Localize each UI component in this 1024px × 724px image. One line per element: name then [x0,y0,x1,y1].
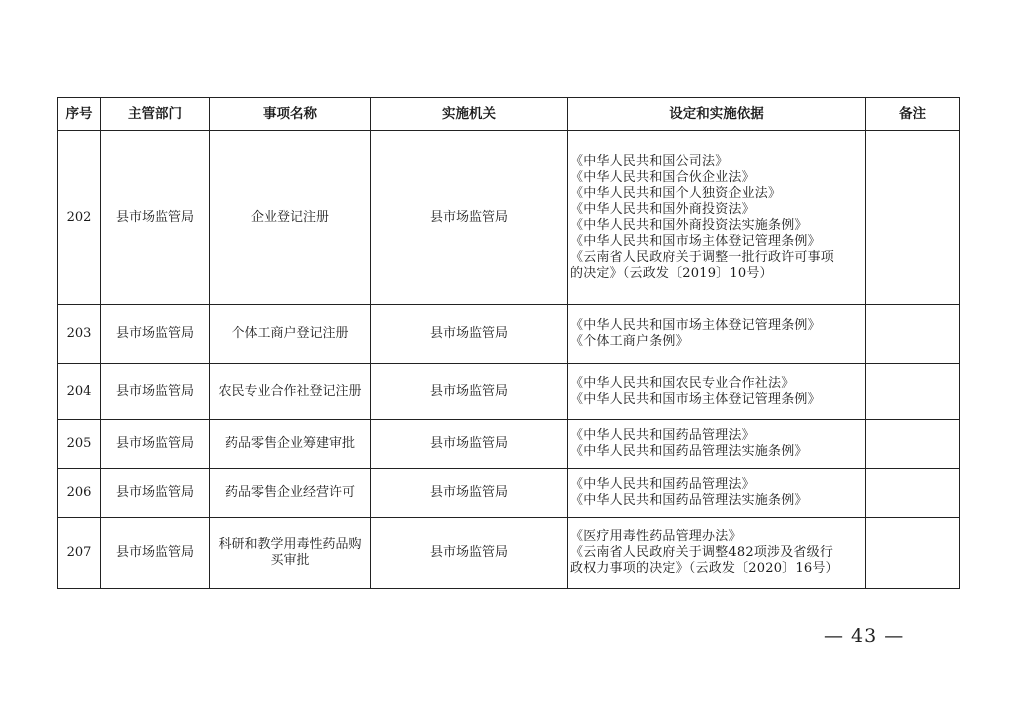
basis-line: 《中华人民共和国市场主体登记管理条例》 [570,391,821,407]
cell-agency: 县市场监管局 [371,364,568,420]
cell-item: 农民专业合作社登记注册 [210,364,371,420]
table-row [58,364,960,420]
basis-line: 《云南省人民政府关于调整482项涉及省级行 [570,545,834,560]
basis-line: 的决定》（云政发〔2019〕10号） [570,265,773,281]
cell-item: 药品零售企业经营许可 [210,469,371,518]
basis-line: 《中华人民共和国市场主体登记管理条例》 [570,233,821,249]
cell-item: 药品零售企业筹建审批 [210,420,371,469]
header-dept: 主管部门 [101,98,210,131]
cell-basis [568,131,866,305]
cell-basis [568,518,866,589]
basis-line: 《中华人民共和国外商投资法实施条例》 [570,217,808,233]
cell-item: 科研和教学用毒性药品购买审批 [210,518,371,589]
table-row [58,131,960,305]
basis-line: 《云南省人民政府关于调整一批行政许可事项 [570,249,835,265]
cell-remark [866,469,960,518]
basis-line: 《中华人民共和国药品管理法》 [570,477,755,492]
cell-seq: 207 [58,518,101,589]
cell-seq: 206 [58,469,101,518]
table-row [58,420,960,469]
table-row [58,518,960,589]
cell-agency: 县市场监管局 [371,305,568,364]
cell-remark [866,305,960,364]
table-header-row [58,98,960,131]
basis-line: 《中华人民共和国外商投资法》 [570,201,755,217]
cell-seq: 202 [58,131,101,305]
header-basis: 设定和实施依据 [568,98,866,131]
header-remark: 备注 [866,98,960,131]
cell-dept: 县市场监管局 [101,469,210,518]
cell-seq: 203 [58,305,101,364]
cell-dept: 县市场监管局 [101,131,210,305]
cell-agency: 县市场监管局 [371,469,568,518]
header-seq: 序号 [58,98,101,131]
basis-line: 《个体工商户条例》 [570,334,689,349]
table-row [58,305,960,364]
cell-seq: 204 [58,364,101,420]
basis-line: 政权力事项的决定》（云政发〔2020〕16号） [570,561,839,576]
licensing-items-table [57,97,960,589]
basis-line: 《中华人民共和国农民专业合作社法》 [570,375,795,391]
cell-agency: 县市场监管局 [371,420,568,469]
basis-line: 《中华人民共和国公司法》 [570,153,729,169]
cell-basis [568,305,866,364]
cell-basis [568,469,866,518]
cell-remark [866,364,960,420]
header-agency: 实施机关 [371,98,568,131]
cell-dept: 县市场监管局 [101,518,210,589]
basis-line: 《中华人民共和国药品管理法实施条例》 [570,493,808,508]
basis-line: 《医疗用毒性药品管理办法》 [570,529,742,544]
basis-line: 《中华人民共和国合伙企业法》 [570,169,755,185]
table-row [58,469,960,518]
cell-remark [866,420,960,469]
cell-seq: 205 [58,420,101,469]
basis-line: 《中华人民共和国药品管理法实施条例》 [570,444,808,459]
cell-dept: 县市场监管局 [101,420,210,469]
cell-agency: 县市场监管局 [371,131,568,305]
basis-line: 《中华人民共和国个人独资企业法》 [570,185,782,201]
cell-basis [568,364,866,420]
basis-line: 《中华人民共和国市场主体登记管理条例》 [570,318,821,333]
cell-remark [866,131,960,305]
cell-agency: 县市场监管局 [371,518,568,589]
cell-dept: 县市场监管局 [101,364,210,420]
basis-line: 《中华人民共和国药品管理法》 [570,428,755,443]
cell-item: 个体工商户登记注册 [210,305,371,364]
cell-dept: 县市场监管局 [101,305,210,364]
header-item: 事项名称 [210,98,371,131]
page-number: — 43 — [824,625,905,647]
cell-remark [866,518,960,589]
cell-basis [568,420,866,469]
cell-item: 企业登记注册 [210,131,371,305]
